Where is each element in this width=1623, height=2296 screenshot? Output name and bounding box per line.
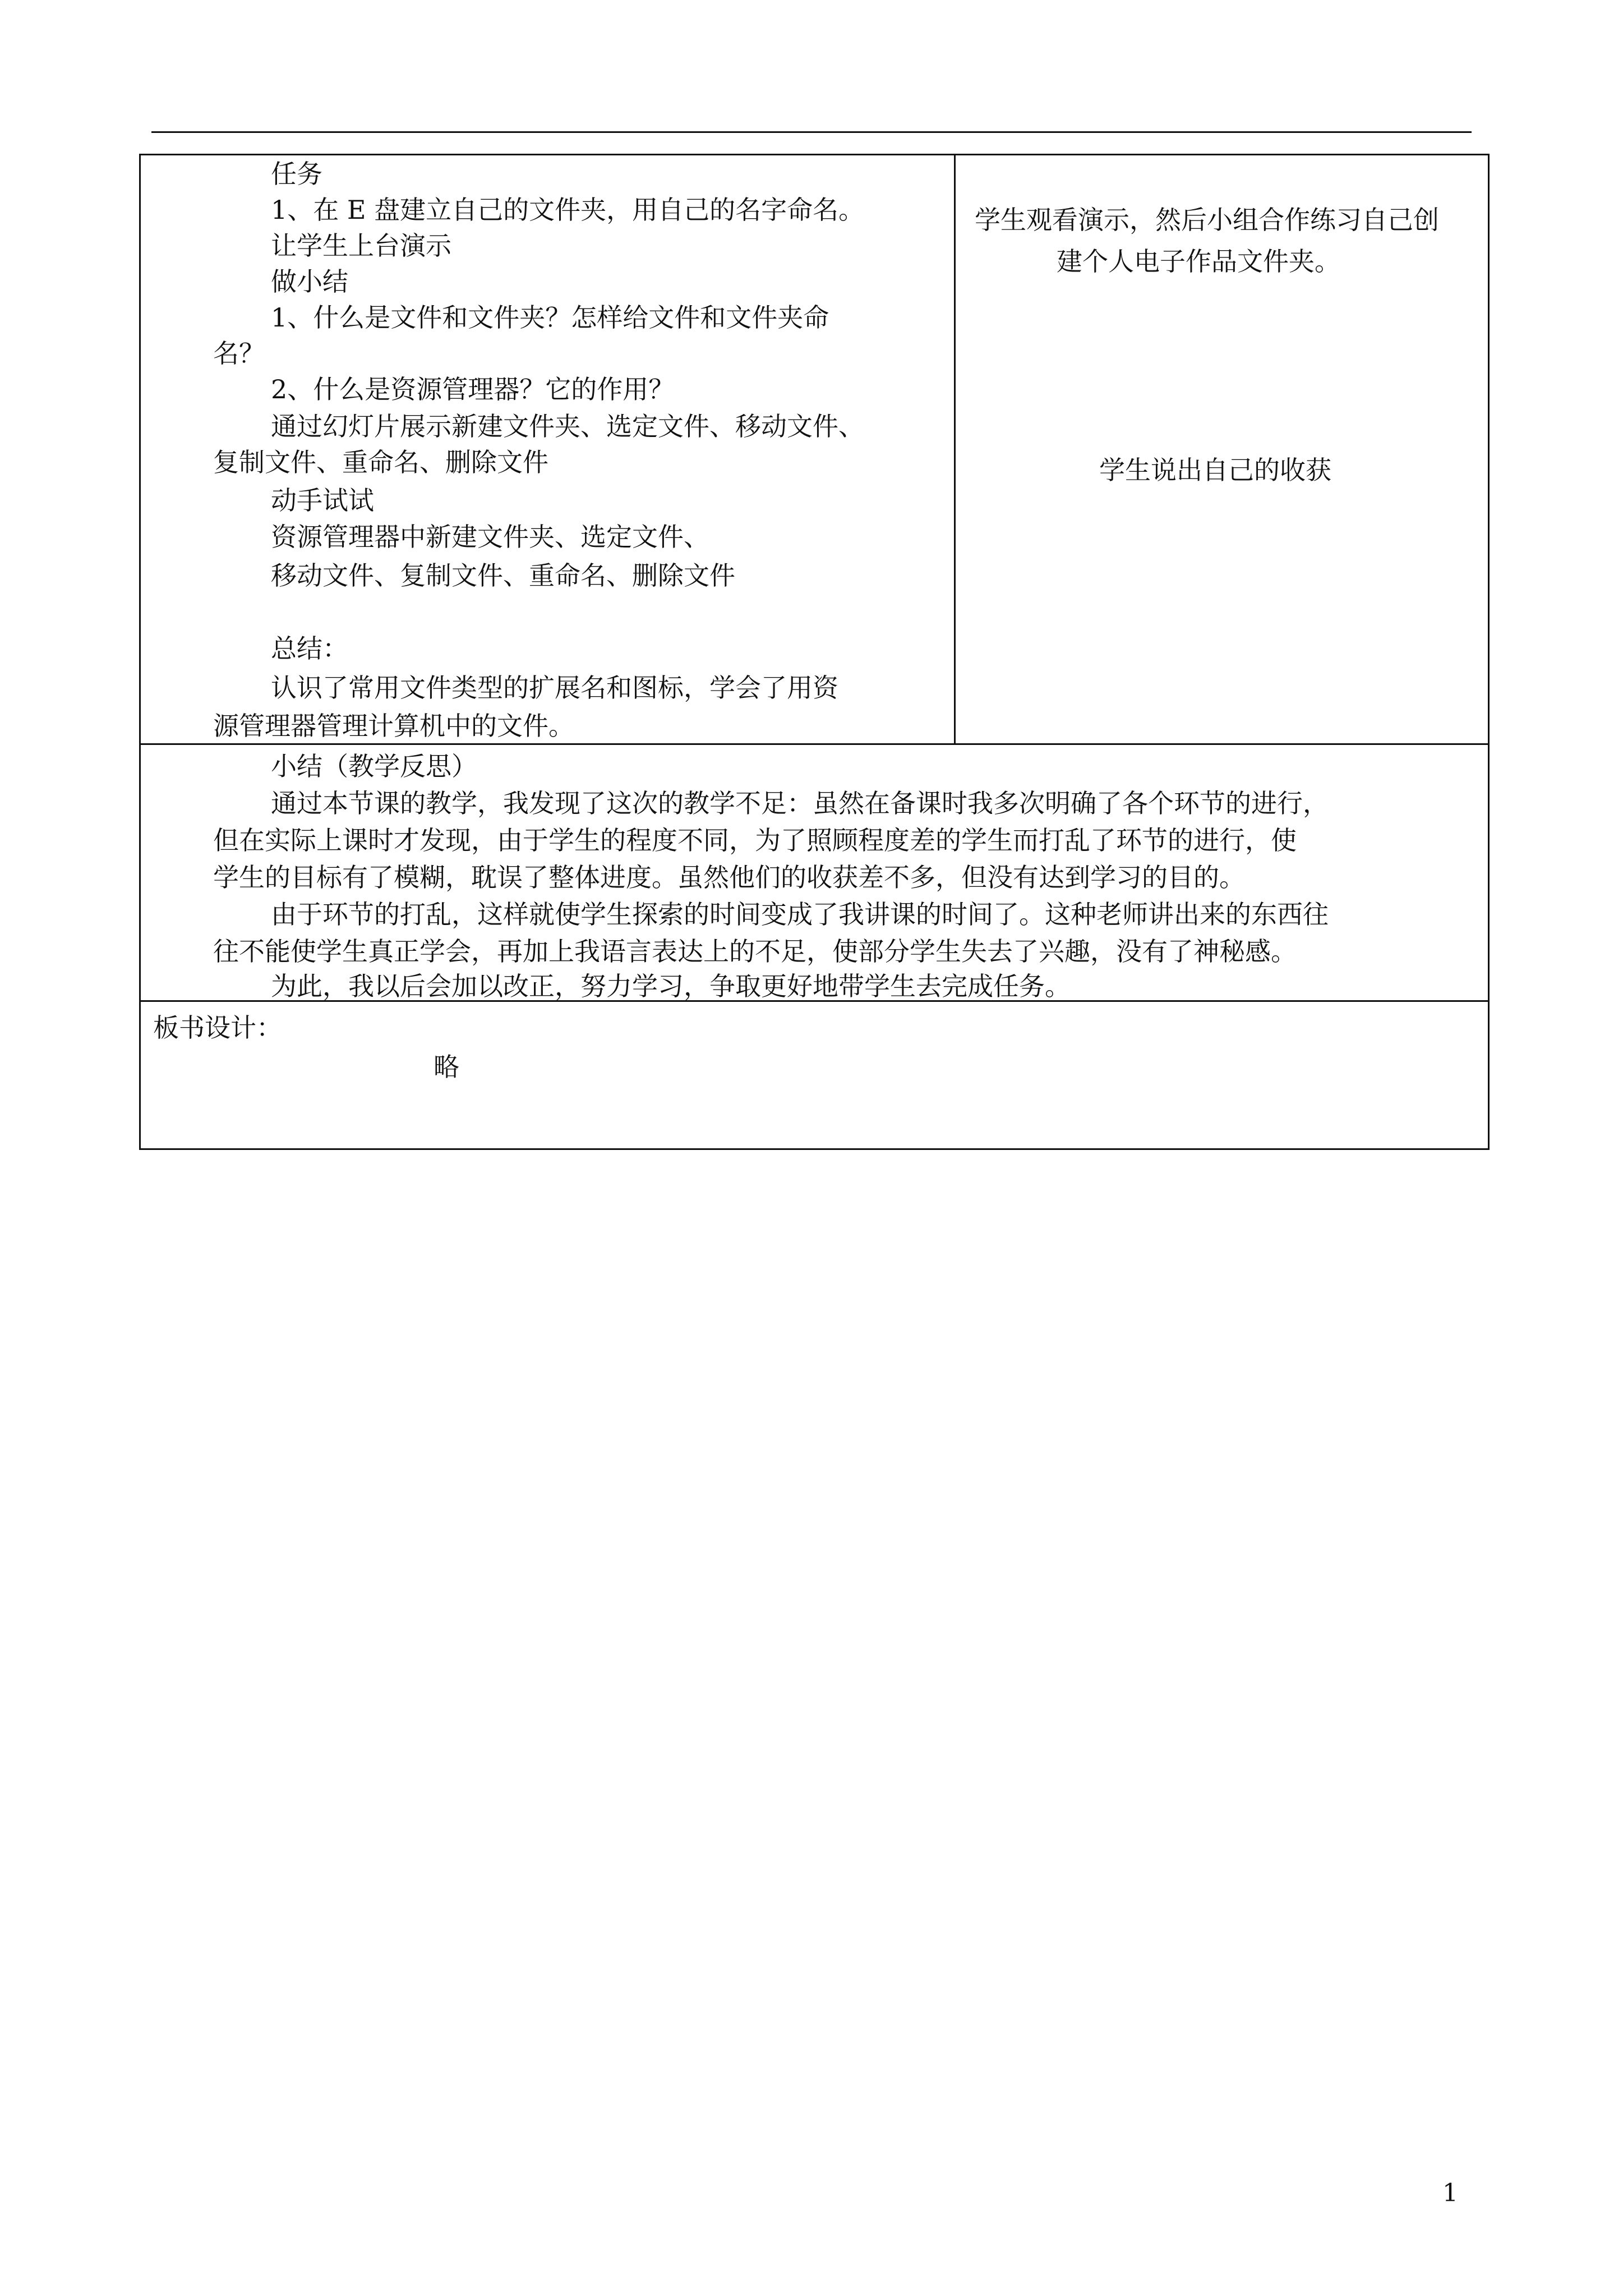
question-2: 2、什么是资源管理器？它的作用？ bbox=[271, 374, 675, 404]
student-harvest-text: 学生说出自己的收获 bbox=[1099, 455, 1331, 485]
reflection-title: 小结（教学反思） bbox=[271, 751, 477, 781]
student-demo-text: 让学生上台演示 bbox=[271, 231, 451, 261]
page-number: 1 bbox=[1442, 2179, 1458, 2207]
reflection-line-3: 学生的目标有了模糊，耽误了整体进度。虽然他们的收获差不多，但没有达到学习的目的。 bbox=[213, 862, 1245, 892]
conclusion-text-cont: 源管理器管理计算机中的文件。 bbox=[213, 711, 574, 741]
conclusion-heading: 总结： bbox=[271, 633, 348, 664]
board-design-label: 板书设计： bbox=[153, 1013, 282, 1043]
slideshow-text: 通过幻灯片展示新建文件夹、选定文件、移动文件、 bbox=[271, 411, 864, 441]
hands-on-line-1: 资源管理器中新建文件夹、选定文件、 bbox=[271, 522, 709, 552]
column-divider bbox=[954, 154, 956, 744]
question-1: 1、什么是文件和文件夹？怎样给文件和文件夹命 bbox=[271, 302, 829, 333]
task-heading: 任务 bbox=[271, 159, 322, 189]
reflection-line-6: 为此，我以后会加以改正，努力学习，争取更好地带学生去完成任务。 bbox=[271, 971, 1071, 1001]
hands-on-line-2: 移动文件、复制文件、重命名、删除文件 bbox=[271, 560, 735, 591]
header-rule bbox=[151, 131, 1472, 133]
hands-on-heading: 动手试试 bbox=[271, 485, 374, 516]
reflection-line-5: 往不能使学生真正学会，再加上我语言表达上的不足，使部分学生失去了兴趣，没有了神秘感。 bbox=[213, 936, 1297, 967]
question-1-cont: 名？ bbox=[213, 338, 265, 369]
slideshow-text-cont: 复制文件、重命名、删除文件 bbox=[213, 447, 548, 477]
task-step-1: 1、在 E 盘建立自己的文件夹，用自己的名字命名。 bbox=[271, 195, 865, 225]
reflection-line-1: 通过本节课的教学，我发现了这次的教学不足：虽然在备课时我多次明确了各个环节的进行， bbox=[271, 788, 1329, 818]
summary-heading: 做小结 bbox=[271, 266, 348, 297]
student-activity-line-2: 建个人电子作品文件夹。 bbox=[1057, 246, 1340, 277]
student-activity-line-1: 学生观看演示，然后小组合作练习自己创 bbox=[975, 205, 1439, 235]
reflection-line-2: 但在实际上课时才发现，由于学生的程度不同，为了照顾程度差的学生而打乱了环节的进行，使 bbox=[213, 825, 1297, 855]
reflection-line-4: 由于环节的打乱，这样就使学生探索的时间变成了我讲课的时间了。这种老师讲出来的东西往 bbox=[271, 899, 1329, 930]
conclusion-text: 认识了常用文件类型的扩展名和图标，学会了用资 bbox=[271, 673, 838, 703]
board-design-content: 略 bbox=[434, 1052, 459, 1082]
